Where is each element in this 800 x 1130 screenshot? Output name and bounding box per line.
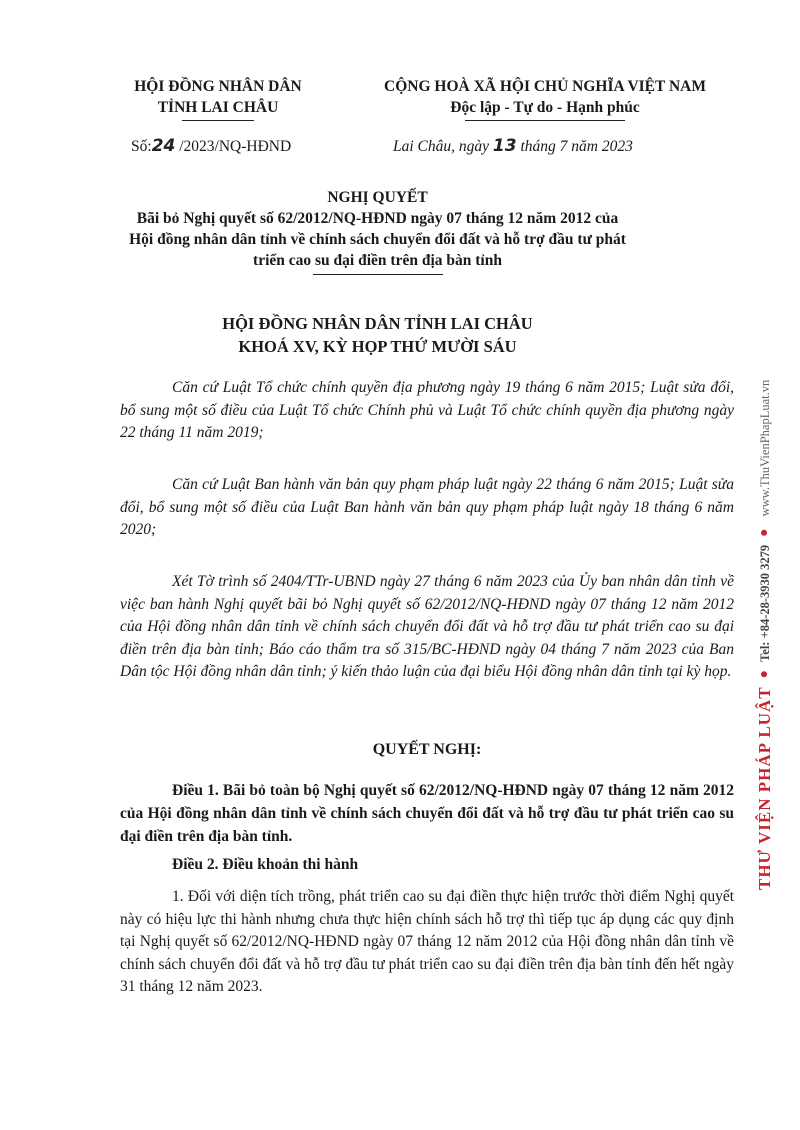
council-name: HỘI ĐỒNG NHÂN DÂN TỈNH LAI CHÂU <box>222 314 533 333</box>
watermark-separator-icon: ● <box>757 528 772 537</box>
title-line-1: Bãi bỏ Nghị quyết số 62/2012/NQ-HĐND ngày 07 tháng 12 năm 2012 của <box>136 210 619 227</box>
article-2-item-1: 1. Đối với diện tích trồng, phát triển cao su đại điền thực hiện trước thời điểm Nghị quyết này có hiệu lực thi hành nhưng chưa thực hiện chính sách hỗ trợ thì tiếp tục áp dụng các quy định tại Nghị quyết số 62/2012/NQ-HĐND ngày 07 tháng 12 năm 2012 của Hội đồng nhân dân tỉnh về chính sách chuyển đổi đất và hỗ trợ đầu tư phát triển cao su đại điền trên địa bàn tỉnh đến hết ngày 31 tháng 12 năm 2023. <box>120 888 734 995</box>
resolution-title <box>100 187 655 275</box>
watermark-brand: THƯ VIỆN PHÁP LUẬT <box>755 686 774 890</box>
title-line-2: Hội đồng nhân dân tỉnh về chính sách chuyển đổi đất và hỗ trợ đầu tư phát <box>129 231 626 248</box>
number-suffix: /2023/NQ-HĐND <box>175 138 292 155</box>
national-title: CỘNG HOÀ XÃ HỘI CHỦ NGHĨA VIỆT NAM <box>384 78 706 95</box>
document-date <box>393 136 633 156</box>
legal-basis-2: Căn cứ Luật Ban hành văn bản quy phạm pháp luật ngày 22 tháng 6 năm 2015; Luật sửa đổi, bổ sung một số điều của Luật Ban hành văn bản quy phạm pháp luật ngày 18 tháng 6 năm 2020; <box>120 476 734 538</box>
national-header <box>350 76 740 121</box>
issuer-line-2: TỈNH LAI CHÂU <box>157 99 279 116</box>
issuer-line-1: HỘI ĐỒNG NHÂN DÂN <box>134 78 302 95</box>
legal-basis-3: Xét Tờ trình số 2404/TTr-UBND ngày 27 tháng 6 năm 2023 của Ủy ban nhân dân tỉnh về việc ban hành Nghị quyết bãi bỏ Nghị quyết số 62/2012/NQ-HĐND ngày 07 tháng 12 năm 2012 của Hội đồng nhân dân tỉnh về chính sách chuyển đổi đất và hỗ trợ đầu tư phát triển cao su đại điền trên địa bàn tỉnh; Báo cáo thẩm tra số 315/BC-HĐND ngày 04 tháng 7 năm 2023 của Ban Dân tộc Hội đồng nhân dân tỉnh; ý kiến thảo luận của đại biểu Hội đồng nhân dân tỉnh tại kỳ họp. <box>120 573 734 680</box>
title-line-3: triển cao su đại điền trên địa bàn tỉnh <box>253 252 502 269</box>
title-underline <box>313 274 443 275</box>
article-1: Điều 1. Bãi bỏ toàn bộ Nghị quyết số 62/2012/NQ-HĐND ngày 07 tháng 12 năm 2012 của Hội đồng nhân dân tỉnh về chính sách chuyển đổi đất và hỗ trợ đầu tư phát triển cao su đại điền trên địa bàn tỉnh. <box>120 782 734 845</box>
watermark-web: www.ThuVienPhapLuat.vn <box>757 379 772 517</box>
article-2-heading: Điều 2. Điều khoản thi hành <box>172 856 359 873</box>
date-suffix: tháng 7 năm 2023 <box>516 138 633 155</box>
council-heading <box>150 312 605 358</box>
issuer-header <box>118 76 318 121</box>
decision-heading: QUYẾT NGHỊ: <box>372 741 482 758</box>
council-session: KHOÁ XV, KỲ HỌP THỨ MƯỜI SÁU <box>238 337 517 356</box>
issuer-underline <box>182 120 254 121</box>
date-prefix: Lai Châu, ngày <box>393 138 493 155</box>
motto-underline <box>465 120 625 121</box>
number-prefix: Số: <box>131 138 152 155</box>
watermark-tel: Tel: +84-28-3930 3279 <box>757 544 772 662</box>
legal-basis-1: Căn cứ Luật Tổ chức chính quyền địa phương ngày 19 tháng 6 năm 2015; Luật sửa đổi, bổ sung một số điều của Luật Tổ chức Chính phủ và Luật Tổ chức chính quyền địa phương ngày 22 tháng 11 năm 2019; <box>120 379 734 441</box>
national-motto: Độc lập - Tự do - Hạnh phúc <box>450 99 640 116</box>
watermark-separator-icon: ● <box>757 669 772 679</box>
side-watermark <box>735 160 795 920</box>
document-number <box>131 136 291 156</box>
number-handwritten: 24 <box>151 136 176 156</box>
resolution-type: NGHỊ QUYẾT <box>327 189 428 206</box>
date-day-handwritten: 13 <box>492 136 517 156</box>
